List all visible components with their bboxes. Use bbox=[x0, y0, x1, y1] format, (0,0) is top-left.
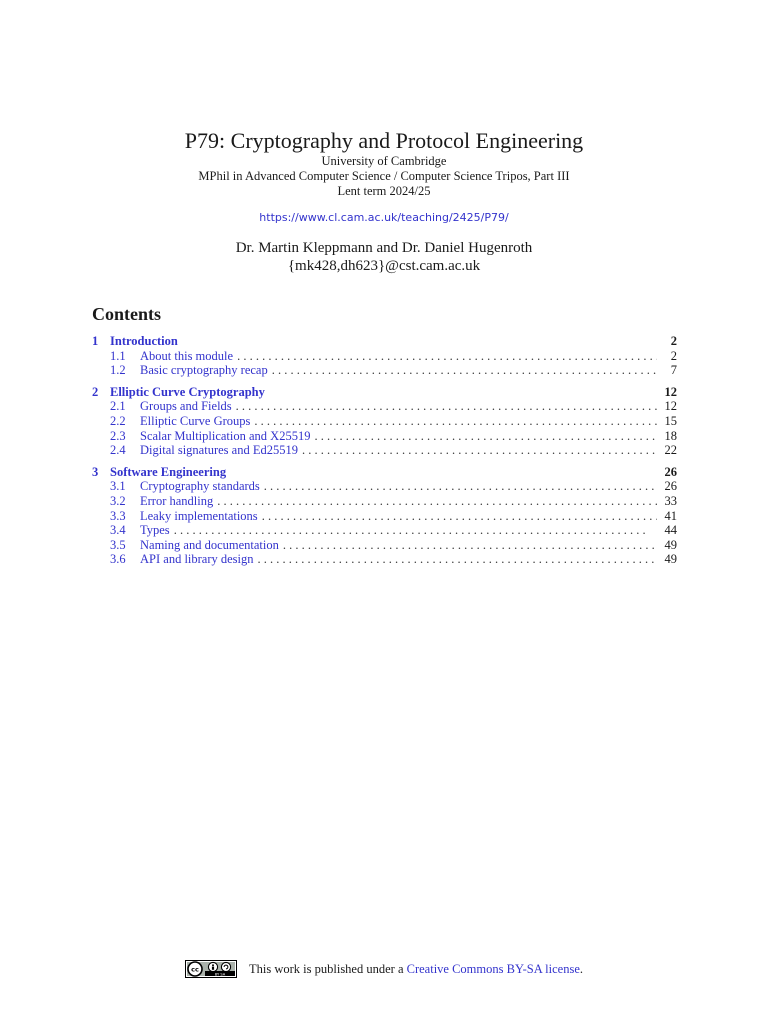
toc-dot-leader bbox=[258, 509, 657, 524]
contents-heading: Contents bbox=[92, 304, 162, 324]
toc-dot-leader bbox=[232, 399, 657, 414]
footer bbox=[0, 960, 768, 978]
toc-page-number: 18 bbox=[664, 428, 677, 443]
toc-section-number: 2 bbox=[92, 384, 99, 399]
toc-subsection-title: API and library design bbox=[140, 552, 254, 567]
toc-section bbox=[92, 465, 677, 567]
toc-subsection-entry[interactable] bbox=[92, 349, 677, 364]
cc-badge-label: BY SA bbox=[214, 972, 226, 977]
toc-section-entry[interactable] bbox=[92, 334, 677, 349]
toc-subsection-entry[interactable] bbox=[92, 509, 677, 524]
toc-subsection-entry[interactable] bbox=[92, 399, 677, 414]
license-text: This work is published under a bbox=[249, 961, 404, 976]
table-of-contents bbox=[92, 334, 677, 574]
toc-page-number: 49 bbox=[664, 537, 677, 552]
cc-by-sa-icon bbox=[185, 960, 237, 978]
toc-subsection-number: 3.4 bbox=[110, 523, 126, 538]
toc-page-number: 2 bbox=[670, 348, 677, 363]
toc-subsection-number: 2.3 bbox=[110, 428, 126, 443]
toc-subsection-entry[interactable] bbox=[92, 538, 677, 553]
license-link[interactable]: Creative Commons BY-SA license bbox=[406, 961, 580, 976]
programme-name: MPhil in Advanced Computer Science / Computer Science Tripos, Part III bbox=[198, 169, 570, 183]
toc-dot-leader bbox=[298, 443, 657, 458]
toc-subsection-number: 3.5 bbox=[110, 537, 126, 552]
toc-subsection-title: Basic cryptography recap bbox=[140, 363, 268, 378]
toc-subsection-entry[interactable] bbox=[92, 414, 677, 429]
toc-subsection-number: 2.4 bbox=[110, 443, 126, 458]
toc-subsection-number: 3.2 bbox=[110, 493, 126, 508]
toc-page-number: 15 bbox=[664, 413, 677, 428]
toc-section-entry[interactable] bbox=[92, 465, 677, 480]
toc-section bbox=[92, 334, 677, 378]
toc-subsection-entry[interactable] bbox=[92, 479, 677, 494]
toc-page-number: 41 bbox=[664, 508, 677, 523]
toc-section-title: Software Engineering bbox=[110, 464, 227, 479]
toc-dot-leader bbox=[213, 494, 657, 509]
toc-subsection-title: Naming and documentation bbox=[140, 537, 279, 552]
toc-page-number: 12 bbox=[664, 384, 677, 399]
toc-subsection-number: 1.1 bbox=[110, 348, 126, 363]
term-label: Lent term 2024/25 bbox=[337, 184, 431, 198]
toc-subsection-number: 3.1 bbox=[110, 479, 126, 494]
toc-subsection-number: 3.6 bbox=[110, 552, 126, 567]
toc-dot-leader bbox=[250, 414, 657, 429]
toc-dot-leader bbox=[310, 429, 657, 444]
toc-section-title: Introduction bbox=[110, 334, 178, 348]
university-name: University of Cambridge bbox=[321, 154, 447, 168]
toc-subsection-title: Error handling bbox=[140, 493, 214, 508]
toc-subsection-title: Groups and Fields bbox=[140, 399, 232, 414]
toc-page-number: 49 bbox=[664, 552, 677, 567]
toc-dot-leader bbox=[260, 479, 657, 494]
toc-subsection-number: 1.2 bbox=[110, 363, 126, 378]
toc-section-number: 3 bbox=[92, 464, 99, 479]
toc-subsection-title: Leaky implementations bbox=[140, 508, 258, 523]
toc-subsection-title: Digital signatures and Ed25519 bbox=[140, 443, 298, 458]
toc-section bbox=[92, 385, 677, 458]
toc-subsection-title: Cryptography standards bbox=[140, 479, 260, 494]
toc-page-number: 44 bbox=[664, 523, 677, 538]
toc-section-number: 1 bbox=[92, 334, 99, 348]
toc-page-number: 26 bbox=[664, 479, 677, 494]
toc-subsection-title: Elliptic Curve Groups bbox=[140, 413, 251, 428]
author-emails: {mk428,dh623}@cst.cam.ac.uk bbox=[287, 258, 481, 274]
toc-subsection-title: About this module bbox=[140, 348, 234, 363]
license-period: . bbox=[579, 961, 583, 976]
toc-page-number: 2 bbox=[670, 334, 677, 348]
svg-text:cc: cc bbox=[191, 965, 199, 974]
toc-subsection-title: Scalar Multiplication and X25519 bbox=[140, 428, 311, 443]
course-url-link[interactable]: https://www.cl.cam.ac.uk/teaching/2425/P79/ bbox=[259, 211, 509, 224]
toc-subsection-entry[interactable] bbox=[92, 523, 677, 538]
toc-page-number: 26 bbox=[664, 464, 677, 479]
toc-subsection-entry[interactable] bbox=[92, 494, 677, 509]
toc-section-title: Elliptic Curve Cryptography bbox=[110, 384, 265, 399]
toc-subsection-entry[interactable] bbox=[92, 552, 677, 567]
authors: Dr. Martin Kleppmann and Dr. Daniel Hugenroth bbox=[235, 240, 533, 256]
toc-subsection-title: Types bbox=[140, 523, 170, 538]
toc-section-entry[interactable] bbox=[92, 385, 677, 400]
toc-page-number: 22 bbox=[664, 443, 677, 458]
toc-subsection-number: 2.2 bbox=[110, 413, 126, 428]
toc-page-number: 12 bbox=[664, 399, 677, 414]
toc-subsection-entry[interactable] bbox=[92, 429, 677, 444]
toc-dot-leader bbox=[254, 552, 657, 567]
title-block bbox=[0, 128, 768, 275]
toc-dot-leader bbox=[170, 523, 657, 538]
toc-dot-leader bbox=[268, 363, 657, 378]
toc-dot-leader bbox=[279, 538, 657, 553]
toc-dot-leader bbox=[233, 349, 657, 364]
document-title: P79: Cryptography and Protocol Engineering bbox=[184, 128, 584, 153]
toc-page-number: 33 bbox=[664, 493, 677, 508]
toc-subsection-entry[interactable] bbox=[92, 443, 677, 458]
toc-subsection-entry[interactable] bbox=[92, 363, 677, 378]
toc-page-number: 7 bbox=[670, 363, 677, 378]
toc-subsection-number: 3.3 bbox=[110, 508, 126, 523]
toc-subsection-number: 2.1 bbox=[110, 399, 126, 414]
